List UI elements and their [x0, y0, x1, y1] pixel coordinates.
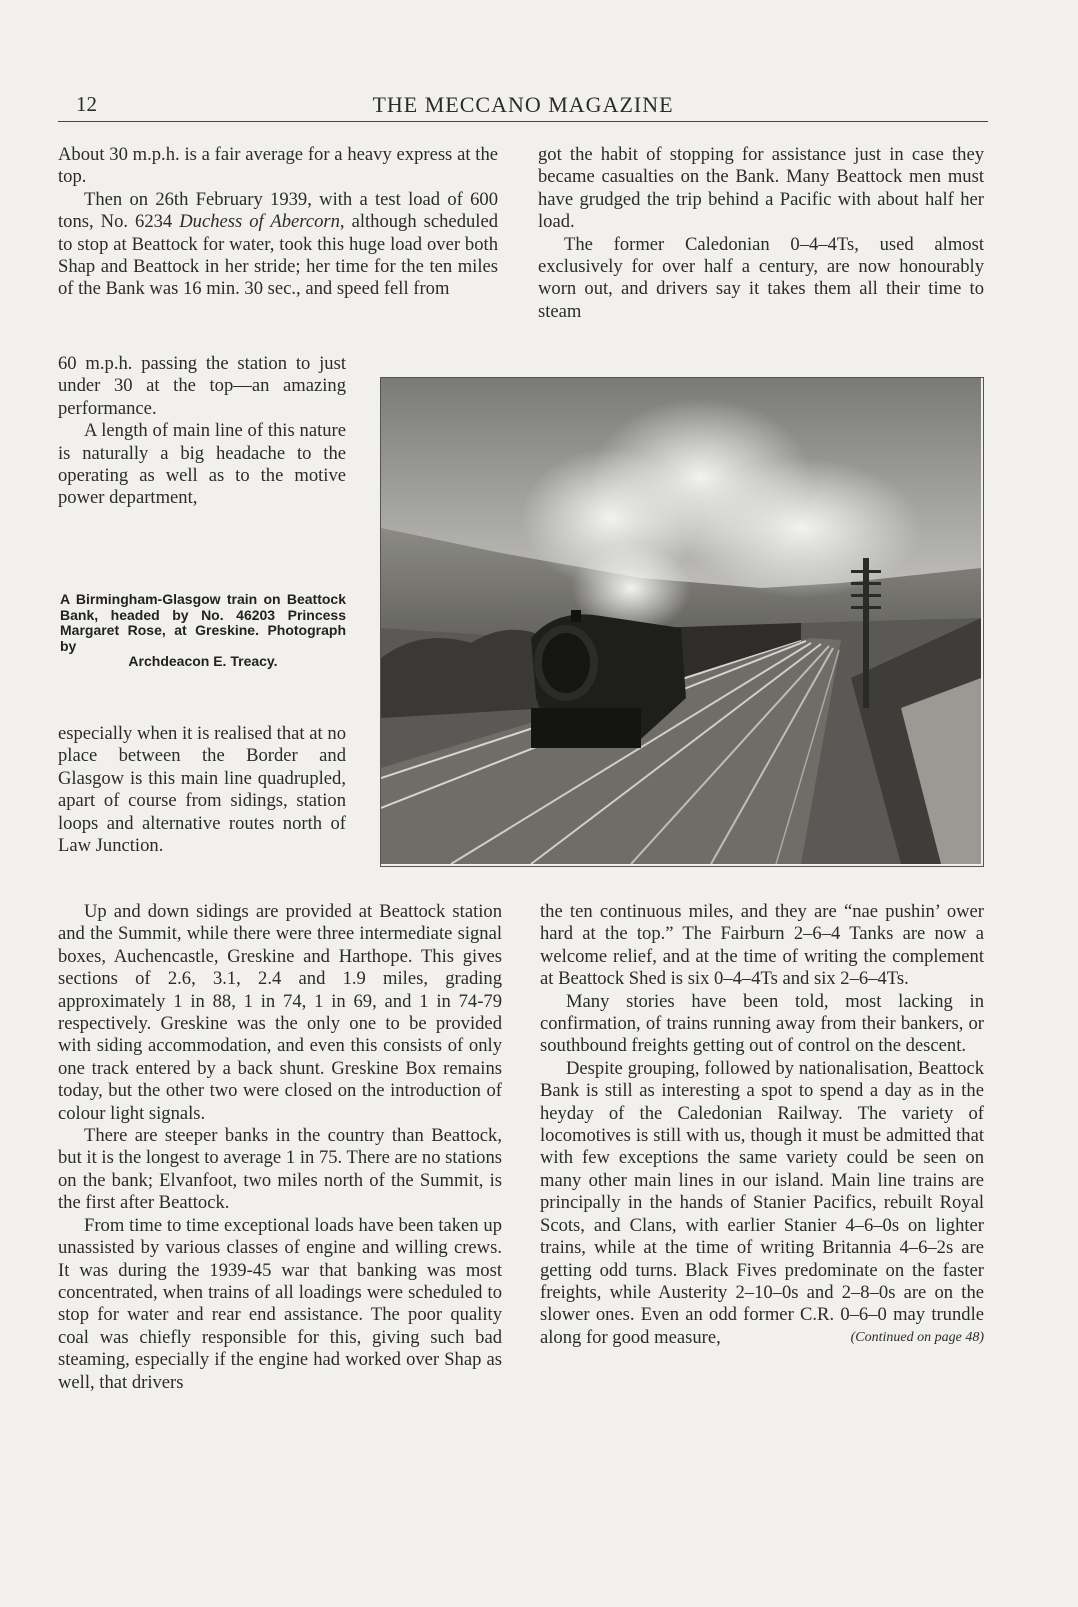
text-run: Despite grouping, followed by nationalisation, Beattock Bank is still as interesting a spot to spend a day as in the heyday of the Caledonian Railway. The variety of locomotives is still with us, though it must be admitted that with few exceptions the same variety could be seen on many other main lines in our island. Main line trains are principally in the hands of Stanier Pacifics, rebuilt Royal Scots, and Clans, with earlier Stanier 4–6–0s on lighter trains, while at the time of writing Britannia 4–6–2s are getting odd turns. Black Fives predominate on the faster freights, while Austerity 2–10–0s and 2–8–0s are on the slower ones. Even an odd former C.R. 0–6–0 may trundle along for good measure, [540, 1057, 984, 1348]
page-number: 12 [76, 92, 97, 116]
column-1-bottom [58, 901, 502, 1394]
paragraph: A length of main line of this nature is naturally a big headache to the operating as well as to the motive power department, [58, 420, 346, 509]
paragraph [540, 1058, 984, 1349]
caption-credit: Archdeacon E. Treacy. [128, 653, 278, 669]
paragraph [58, 189, 498, 301]
train-photograph [380, 377, 984, 867]
header-rule [58, 121, 988, 122]
paragraph: Up and down sidings are provided at Beattock station and the Summit, while there were three intermediate signal boxes, Auchencastle, Greskine and Harthope. This gives sections of 2.6, 3.1, 2.4 and 1.9 miles, grading approximately 1 in 88, 1 in 74, 1 in 69, and 1 in 74-79 respectively. Greskine was the only one to be provided with siding accommodation, and even this consists of only one track entered by a back shunt. Greskine Box remains today, but the other two were closed on the introduction of colour light signals. [58, 901, 502, 1124]
locomotive-name: Duchess of Abercorn [179, 211, 340, 233]
text-run: Then on 26th February 1939, with a test load of 600 tons, No. 6234 [58, 188, 498, 233]
page-header [58, 88, 988, 122]
paragraph: especially when it is realised that at no place between the Border and Glasgow is this main line quadrupled, apart of course from sidings, station loops and alternative routes north of Law Junction. [58, 723, 346, 857]
column-1-wrap [58, 353, 346, 510]
paragraph: The former Caledonian 0–4–4Ts, used almost exclusively for over half a century, are now honourably worn out, and drivers say it takes them all their time to steam [538, 233, 984, 322]
column-1-top [58, 144, 498, 301]
text-run: , although scheduled to stop at Beattock for water, took this huge load over both Shap and Beattock in her stride; her time for the ten miles of the Bank was 16 min. 30 sec., and speed fell from [58, 211, 498, 300]
photo-image [381, 378, 981, 864]
photo-caption [60, 592, 346, 670]
continued-note: (Continued on page 48) [850, 1329, 984, 1345]
paragraph: From time to time exceptional loads have been taken up unassisted by various classes of engine and willing crews. It was during the 1939-45 war that banking was most concentrated, when trains of all loadings were scheduled to stop for water and rear end assistance. The poor quality coal was chiefly responsible for this, giving such bad steaming, especially if the engine had worked over Shap as well, that drivers [58, 1214, 502, 1393]
column-2-top [538, 144, 984, 323]
paragraph: the ten continuous miles, and they are “nae pushin’ ower hard at the top.” The Fairburn 2–6–4 Tanks are now a welcome relief, and at the time of writing the complement at Beattock Shed is six 0–4–4Ts and six 2–6–4Ts. [540, 901, 984, 990]
paragraph: About 30 m.p.h. is a fair average for a heavy express at the top. [58, 144, 498, 188]
paragraph: There are steeper banks in the country than Beattock, but it is the longest to average 1 in 75. There are no stations on the bank; Elvanfoot, two miles north of the Summit, is the first after Beattock. [58, 1125, 502, 1214]
magazine-title: THE MECCANO MAGAZINE [372, 92, 674, 117]
column-2-bottom [540, 901, 984, 1349]
paragraph: got the habit of stopping for assistance just in case they became casualties on the Bank. Many Beattock men must have grudged the trip behind a Pacific with about half her load. [538, 144, 984, 233]
caption-text: A Birmingham-Glasgow train on Beattock Bank, headed by No. 46203 Princess Margaret Rose, at Greskine. Photograph by [60, 591, 346, 654]
paragraph: Many stories have been told, most lacking in confirmation, of trains running away from their bankers, or southbound freights getting out of control on the descent. [540, 990, 984, 1057]
column-1-wrap-lower [58, 723, 346, 857]
paragraph: 60 m.p.h. passing the station to just under 30 at the top—an amazing performance. [58, 353, 346, 419]
